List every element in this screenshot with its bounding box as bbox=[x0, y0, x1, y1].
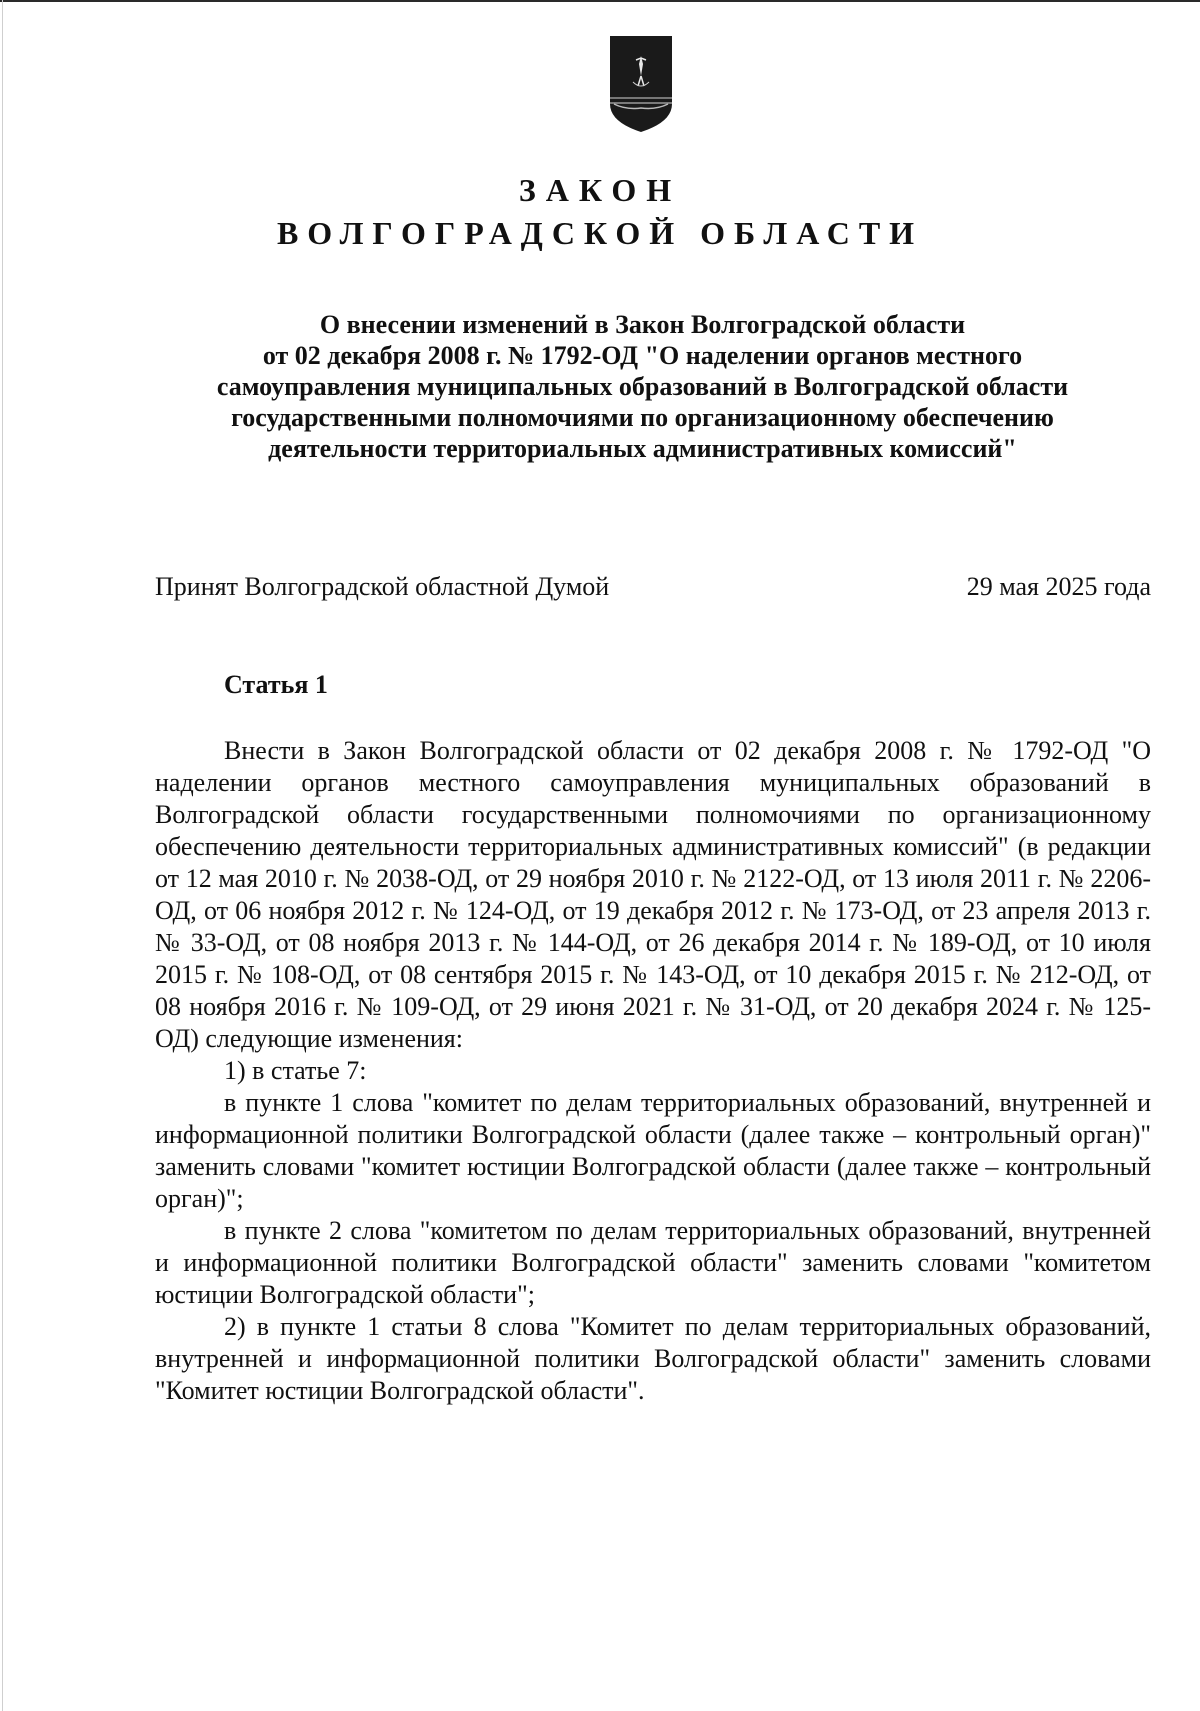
subject-line: самоуправления муниципальных образований в Волгоградской области bbox=[216, 372, 1069, 401]
adopting-body: Принят Волгоградской областной Думой bbox=[155, 572, 610, 601]
subject-line: государственными полномочиями по организационному обеспечению bbox=[231, 403, 1054, 432]
subject-line: О внесении изменений в Закон Волгоградской области bbox=[319, 310, 966, 339]
subject-line: деятельности территориальных административных комиссий" bbox=[268, 434, 1017, 463]
scan-top-edge bbox=[0, 0, 1200, 2]
coat-of-arms-icon bbox=[606, 34, 676, 134]
article-paragraph: 2) в пункте 1 статьи 8 слова "Комитет по делам территориальных образований, внутренней и информационной политики Волгоградской области" заменить словами "Комитет юстиции Волгоградской области". bbox=[155, 1312, 1151, 1405]
article-paragraph: в пункте 1 слова "комитет по делам территориальных образований, внутренней и информационной политики Волгоградской области (далее также – контрольный орган)" заменить словами "комитет юстиции Волгоградской области (далее также – контрольный орган)"; bbox=[155, 1088, 1151, 1213]
article-paragraph: Внести в Закон Волгоградской области от 02 декабря 2008 г. № 1792-ОД "О наделении органов местного самоуправления муниципальных образований в Волгоградской области государственными полномочиями по организационному обеспечению деятельности территориальных административных комиссий" (в редакции от 12 мая 2010 г. № 2038-ОД, от 29 ноября 2010 г. № 2122-ОД, от 13 июля 2011 г. № 2206-ОД, от 06 ноября 2012 г. № 124-ОД, от 19 декабря 2012 г. № 173-ОД, от 23 апреля 2013 г. № 33-ОД, от 08 ноября 2013 г. № 144-ОД, от 26 декабря 2014 г. № 189-ОД, от 10 июля 2015 г. № 108-ОД, от 08 сентября 2015 г. № 143-ОД, от 10 декабря 2015 г. № 212-ОД, от 08 ноября 2016 г. № 109-ОД, от 29 июня 2021 г. № 31-ОД, от 20 декабря 2024 г. № 125-ОД) следующие изменения: bbox=[155, 736, 1151, 1053]
scan-left-edge bbox=[2, 0, 3, 1711]
article-paragraph: 1) в статье 7: bbox=[224, 1056, 367, 1085]
article-paragraph: в пункте 2 слова "комитетом по делам территориальных образований, внутренней и информационной политики Волгоградской области" заменить словами "комитетом юстиции Волгоградской области"; bbox=[155, 1216, 1151, 1309]
article-heading: Статья 1 bbox=[224, 670, 328, 699]
law-subject bbox=[200, 309, 1085, 464]
region-title: ВОЛГОГРАДСКОЙ ОБЛАСТИ bbox=[276, 215, 924, 251]
article-body bbox=[155, 735, 1151, 1407]
subject-line: от 02 декабря 2008 г. № 1792-ОД "О наделении органов местного bbox=[262, 341, 1023, 370]
adoption-date: 29 мая 2025 года bbox=[966, 572, 1151, 601]
law-title: ЗАКОН bbox=[518, 172, 682, 208]
